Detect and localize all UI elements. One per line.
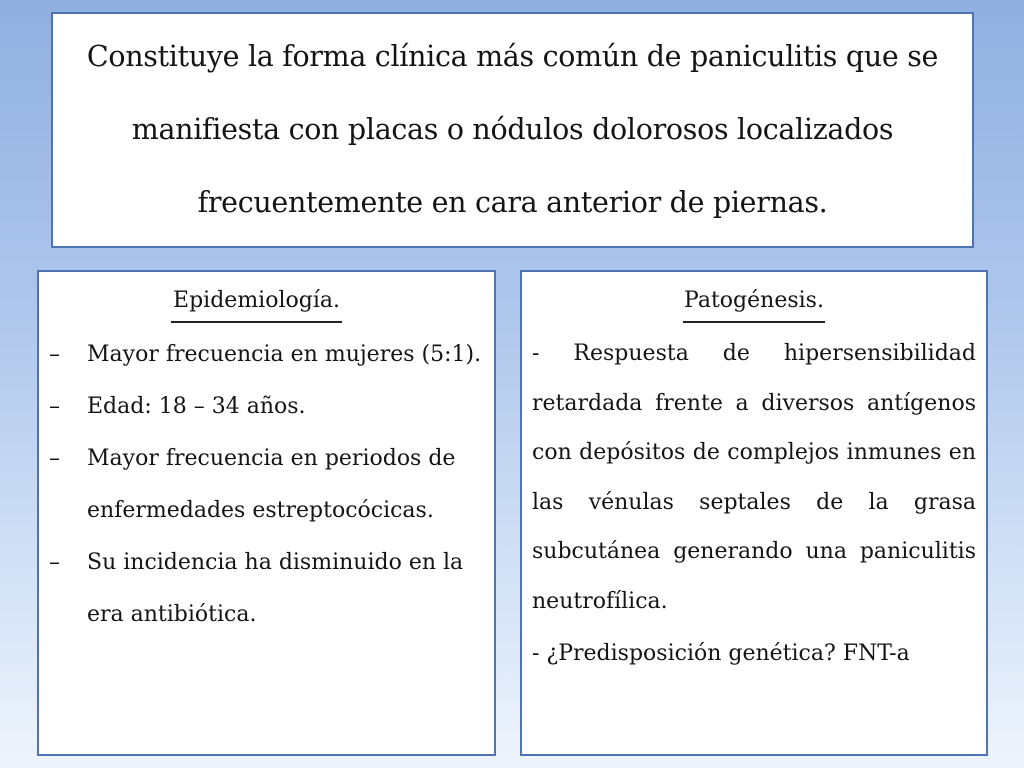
bullet-dash: –: [49, 342, 60, 367]
list-item-text: Su incidencia ha disminuido en la era antibiótica.: [87, 550, 464, 627]
patogenesis-note: - ¿Predisposición genética? FNT-a: [532, 641, 910, 666]
list-item-text: Mayor frecuencia en mujeres (5:1).: [87, 342, 482, 367]
patogenesis-heading-wrap: [522, 285, 986, 325]
list-item: [39, 381, 494, 433]
list-item: [39, 329, 494, 381]
bullet-dash: –: [49, 446, 60, 471]
list-item: [39, 537, 494, 641]
list-item-text: Mayor frecuencia en periodos de enfermedades estreptocócicas.: [87, 446, 456, 523]
epidemiologia-box: [37, 270, 496, 756]
epidemiologia-heading-wrap: [39, 285, 494, 325]
list-item: [39, 433, 494, 537]
bullet-dash: –: [49, 394, 60, 419]
intro-text: Constituye la forma clínica más común de paniculitis que se manifiesta con placas o nódulos dolorosos localizados frecuentemente en cara anterior de piernas.: [86, 40, 939, 219]
patogenesis-body: [522, 329, 986, 679]
intro-box: [51, 12, 974, 248]
patogenesis-paragraph: - Respuesta de hipersensibilidad retardada frente a diversos antígenos con depósitos de complejos inmunes en las vénulas septales de la grasa subcutánea generando una paniculitis neutrofílica.: [532, 341, 976, 614]
epidemiologia-list: [39, 329, 494, 641]
patogenesis-box: [520, 270, 988, 756]
patogenesis-title: Patogénesis.: [683, 285, 825, 323]
list-item-text: Edad: 18 – 34 años.: [87, 394, 306, 419]
bullet-dash: –: [49, 550, 60, 575]
epidemiologia-title: Epidemiología.: [171, 285, 342, 323]
